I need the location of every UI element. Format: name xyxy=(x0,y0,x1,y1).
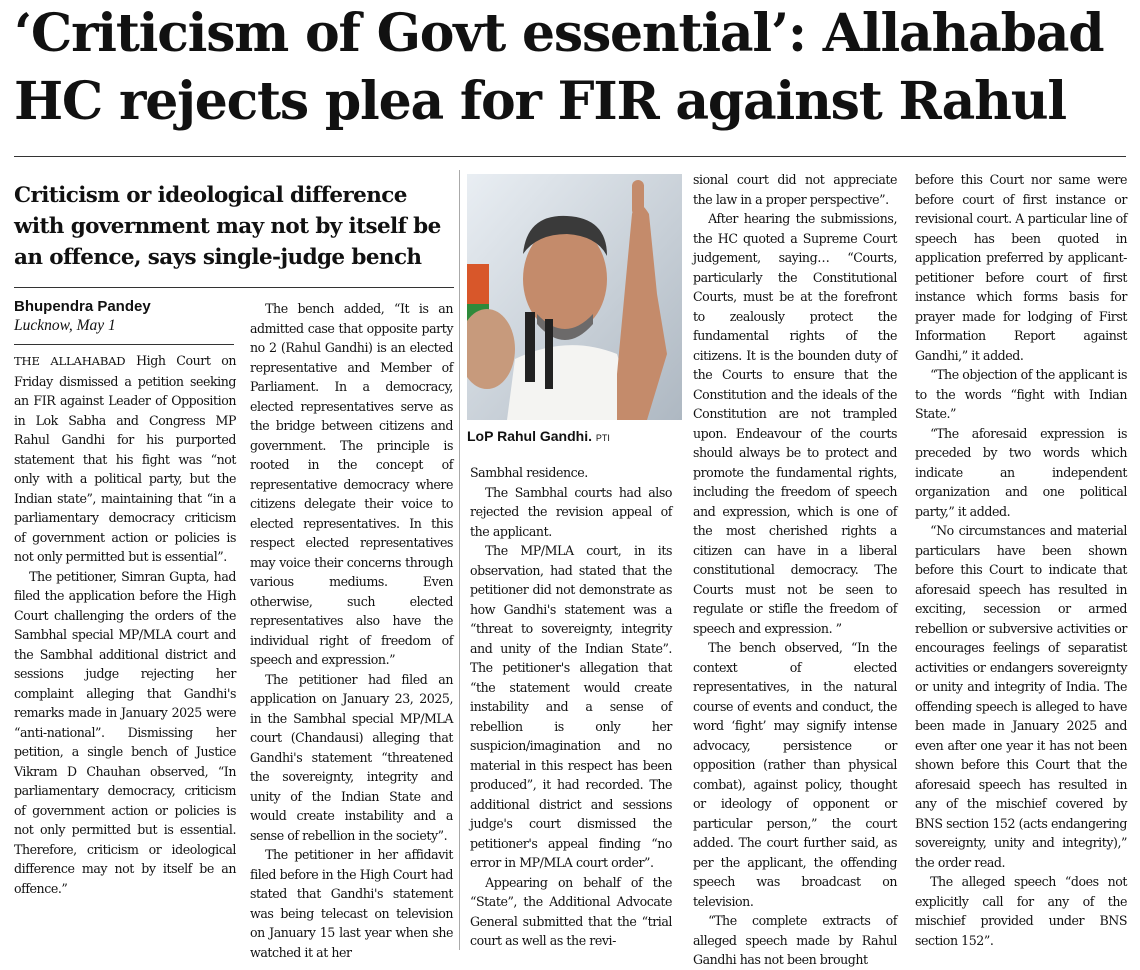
lead-text: High Court on Friday dismissed a petition seeking an FIR against Leader of Opposition in Lok Sabha and Congress MP Rahul Gandhi for his purported statement that his fight was “not only with a political party, but the Indian state”, maintaining that “in a parliamentary democracy criticism of government action or policies is not only permitted but is essential”. xyxy=(14,353,236,564)
photo-image xyxy=(467,174,682,420)
caption-credit: PTI xyxy=(595,433,610,443)
column-divider xyxy=(459,170,460,950)
article-column-1 xyxy=(14,351,236,898)
paragraph: “The complete extracts of alleged speech made by Rahul Gandhi has not been brought xyxy=(693,913,897,967)
article-column-4 xyxy=(693,170,897,970)
subheadline-rule xyxy=(14,287,454,288)
paragraph: The petitioner in her affidavit filed before in the High Court had stated that Gandhi's statement was being telecast on television on January 15 last year when she watched it at her xyxy=(250,847,453,960)
paragraph: The petitioner had filed an application on January 23, 2025, in the Sambhal special MP/MLA court (Chandausi) alleging that Gandhi's statement “threatened the sovereignty, integrity and unity of the Indian State and would create instability and a sense of rebellion in the society”. xyxy=(250,671,453,843)
paragraph: Appearing on behalf of the “State”, the Additional Advocate General submitted that the “trial court as well as the revi- xyxy=(470,874,672,948)
paragraph: The alleged speech “does not explicitly call for any of the mischief provided under BNS section 152”. xyxy=(915,874,1127,948)
photo-rahul-gandhi xyxy=(467,174,682,420)
paragraph: After hearing the submissions, the HC quoted a Supreme Court judgement, saying… “Courts, particularly the Constitutional Courts, must be at the forefront to zealously protect the fundamental rights of the citizens. It is the bounden duty of the Courts to ensure that the Constitution and the ideals of the Constitution are not trampled upon. Endeavour of the courts should always be to protect and promote the fundamental rights, including the freedom of speech and expression, which is one of the most cherished rights a citizen can have in a liberal constitutional democracy. The Courts must not be seen to regulate or stifle the freedom of speech and expression. ” xyxy=(693,211,897,636)
paragraph: The bench added, “It is an admitted case that opposite party no 2 (Rahul Gandhi) is an elected representative and Member of Parliament. In a democracy, elected representatives serve as the bridge between citizens and government. The principle is rooted in the concept of representative democracy where citizens delegate their voice to elected representatives. In this respect elected representatives may voice their concerns through various mediums. Even otherwise, such elected representatives also have the individual right of freedom of speech and expression.” xyxy=(250,301,453,667)
byline-author: Bhupendra Pandey xyxy=(14,298,151,315)
paragraph: “The aforesaid expression is preceded by two words which indicate an independent organization and one political party,” it added. xyxy=(915,425,1127,519)
paragraph: “No circumstances and material particulars have been shown before this Court to indicate that aforesaid speech has resulted in exciting, secession or armed rebellion or subversive activities or encourages feelings of separatist activities or endangers sovereignty or unity and integrity of India. The offending speech is alleged to have been made in January 2025 and even after one year it has not been shown before this Court that the aforesaid speech has resulted in any of the mischief covered by BNS section 152 (acts endangering sovereignty, unity and integrity),” the order read. xyxy=(915,523,1127,870)
caption-text: LoP Rahul Gandhi. xyxy=(467,428,592,444)
article-column-3 xyxy=(470,463,672,951)
paragraph: The bench observed, “In the context of elected representatives, in the natural course of events and conduct, the word ‘fight’ may signify intense advocacy, persistence or opposition (rather than physical combat), against policy, thought or ideology of opponent or particular person,” the court added. The court further said, as per the applicant, the offending speech was broadcast on television. xyxy=(693,640,897,909)
paragraph: The MP/MLA court, in its observation, had stated that the petitioner did not demonstrate as how Gandhi's statement was a “threat to sovereignty, integrity and unity of the Indian State”. The petitioner's allegation that “the statement would create instability and a sense of rebellion is only her suspicion/imagination and no material in this respect has been produced”, it had recorded. The additional district and sessions judge's court dismissed the petitioner's appeal finding “no error in MP/MLA court order”. xyxy=(470,543,672,870)
paragraph: The Sambhal courts had also rejected the revision appeal of the applicant. xyxy=(470,484,672,539)
byline-dateline: Lucknow, May 1 xyxy=(14,317,116,334)
lead-caps: THE ALLAHABAD xyxy=(14,354,126,368)
paragraph: “The objection of the applicant is to the words “fight with Indian State.” xyxy=(915,367,1127,421)
photo-caption xyxy=(467,427,682,447)
lead-paragraph xyxy=(14,351,236,567)
byline-rule xyxy=(14,344,234,345)
paragraph: Sambhal residence. xyxy=(470,465,588,480)
headline-rule xyxy=(14,156,1126,157)
paragraph: The petitioner, Simran Gupta, had filed the application before the High Court challenging the orders of the Sambhal special MP/MLA court and the Sambhal additional district and sessions judge rejecting her complaint alleging that Gandhi's remarks made in January 2025 were “anti-national”. Dismissing her petition, a single bench of Justice Vikram D Chauhan observed, “In parliamentary democracy, criticism of government action or policies is not only permitted but is essential. Therefore, criticism or ideological difference may not by itself be an offence.” xyxy=(14,568,236,896)
subheadline: Criticism or ideological difference with government may not by itself be an offence, says single-judge bench xyxy=(14,183,441,270)
article-column-5 xyxy=(915,170,1127,950)
article-column-2 xyxy=(250,299,453,962)
paragraph: sional court did not appreciate the law in a proper perspective”. xyxy=(693,172,897,207)
headline: ‘Criticism of Govt essential’: Allahabad HC rejects plea for FIR against Rahul xyxy=(14,3,1104,132)
paragraph: before this Court nor same were before court of first instance or revisional court. A particular line of speech has been quoted in application preferred by applicant-petitioner before court of first instance which forms basis for prayer made for lodging of First Information Report against Gandhi,” it added. xyxy=(915,172,1127,363)
